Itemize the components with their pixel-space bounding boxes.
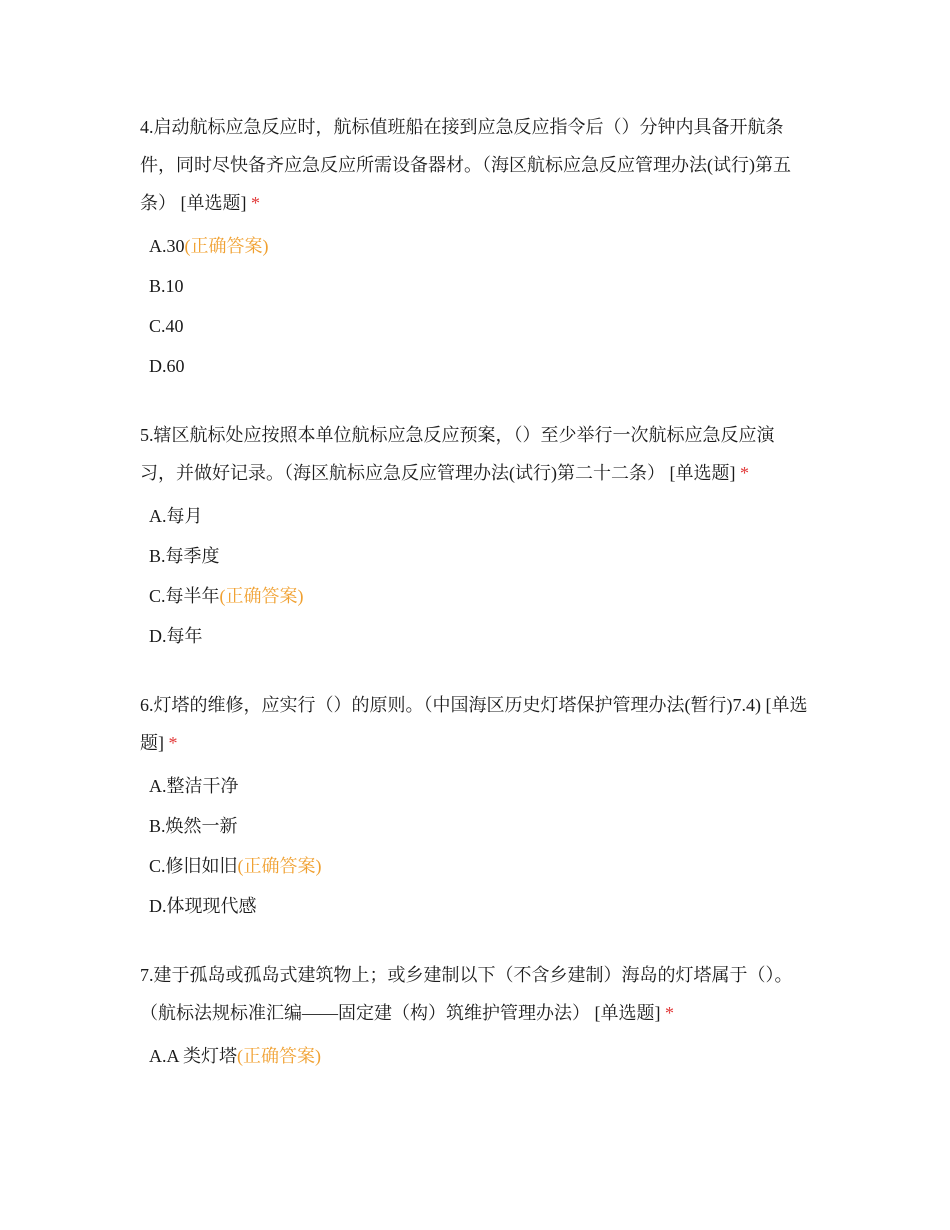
option-letter: B.: [149, 276, 166, 296]
option-d[interactable]: [140, 346, 810, 386]
question-type-label: [单选题]: [594, 1003, 661, 1023]
question-body: 建于孤岛或孤岛式建筑物上；或乡建制以下（不含乡建制）海岛的灯塔属于（）。（航标法规标准汇编——固定建（构）筑维护管理办法）: [140, 965, 793, 1023]
question-number: 4.: [140, 117, 154, 137]
option-text: A 类灯塔: [166, 1046, 238, 1066]
option-letter: C.: [149, 316, 166, 336]
option-a[interactable]: [140, 226, 810, 266]
option-letter: D.: [149, 356, 167, 376]
required-star: *: [665, 1003, 674, 1023]
question-7: [140, 956, 810, 1076]
question-6: [140, 686, 810, 926]
question-4: [140, 108, 810, 386]
correct-answer-tag: (正确答案): [184, 236, 269, 256]
option-b[interactable]: [140, 536, 810, 576]
option-text: 每季度: [165, 546, 220, 566]
option-text: 每月: [166, 506, 203, 526]
option-a[interactable]: [140, 766, 810, 806]
question-type-label: [单选题]: [669, 463, 736, 483]
option-a[interactable]: [140, 496, 810, 536]
required-star: *: [168, 733, 178, 753]
question-body: 灯塔的维修，应实行（）的原则。（中国海区历史灯塔保护管理办法(暂行)7.4): [153, 695, 761, 715]
option-letter: D.: [149, 626, 167, 646]
option-text: 整洁干净: [166, 776, 239, 796]
option-letter: B.: [149, 546, 166, 566]
option-text: 30: [166, 236, 185, 256]
question-type-label: [单选题]: [140, 695, 808, 753]
option-text: 修旧如旧: [165, 856, 238, 876]
option-c[interactable]: [140, 306, 810, 346]
option-text: 10: [165, 276, 184, 296]
option-b[interactable]: [140, 806, 810, 846]
option-letter: A.: [149, 236, 167, 256]
option-text: 体现现代感: [166, 896, 257, 916]
question-5: [140, 416, 810, 656]
option-letter: C.: [149, 586, 166, 606]
option-b[interactable]: [140, 266, 810, 306]
option-letter: D.: [149, 896, 167, 916]
question-body: 辖区航标处应按照本单位航标应急反应预案，（）至少举行一次航标应急反应演习，并做好记录。（海区航标应急反应管理办法(试行)第二十二条）: [140, 425, 775, 483]
option-text: 每半年: [165, 586, 220, 606]
option-letter: A.: [149, 1046, 167, 1066]
survey-page: [140, 108, 810, 1106]
option-a[interactable]: [140, 1036, 810, 1076]
question-text: [140, 416, 810, 492]
correct-answer-tag: (正确答案): [237, 1046, 322, 1066]
question-type-label: [单选题]: [180, 193, 247, 213]
option-c[interactable]: [140, 576, 810, 616]
option-text: 焕然一新: [165, 816, 238, 836]
correct-answer-tag: (正确答案): [219, 586, 304, 606]
question-body: 启动航标应急反应时，航标值班船在接到应急反应指令后（）分钟内具备开航条件，同时尽快备齐应急反应所需设备器材。（海区航标应急反应管理办法(试行)第五条）: [140, 117, 791, 213]
option-c[interactable]: [140, 846, 810, 886]
option-text: 60: [166, 356, 185, 376]
question-number: 5.: [140, 425, 154, 445]
required-star: *: [740, 463, 749, 483]
option-d[interactable]: [140, 886, 810, 926]
option-text: 每年: [166, 626, 203, 646]
question-number: 6.: [140, 695, 154, 715]
option-letter: C.: [149, 856, 166, 876]
option-letter: A.: [149, 776, 167, 796]
question-text: [140, 956, 810, 1032]
option-letter: A.: [149, 506, 167, 526]
correct-answer-tag: (正确答案): [237, 856, 322, 876]
question-text: [140, 686, 810, 762]
option-letter: B.: [149, 816, 166, 836]
question-text: [140, 108, 810, 222]
required-star: *: [251, 193, 260, 213]
question-number: 7.: [140, 965, 154, 985]
option-d[interactable]: [140, 616, 810, 656]
option-text: 40: [165, 316, 184, 336]
